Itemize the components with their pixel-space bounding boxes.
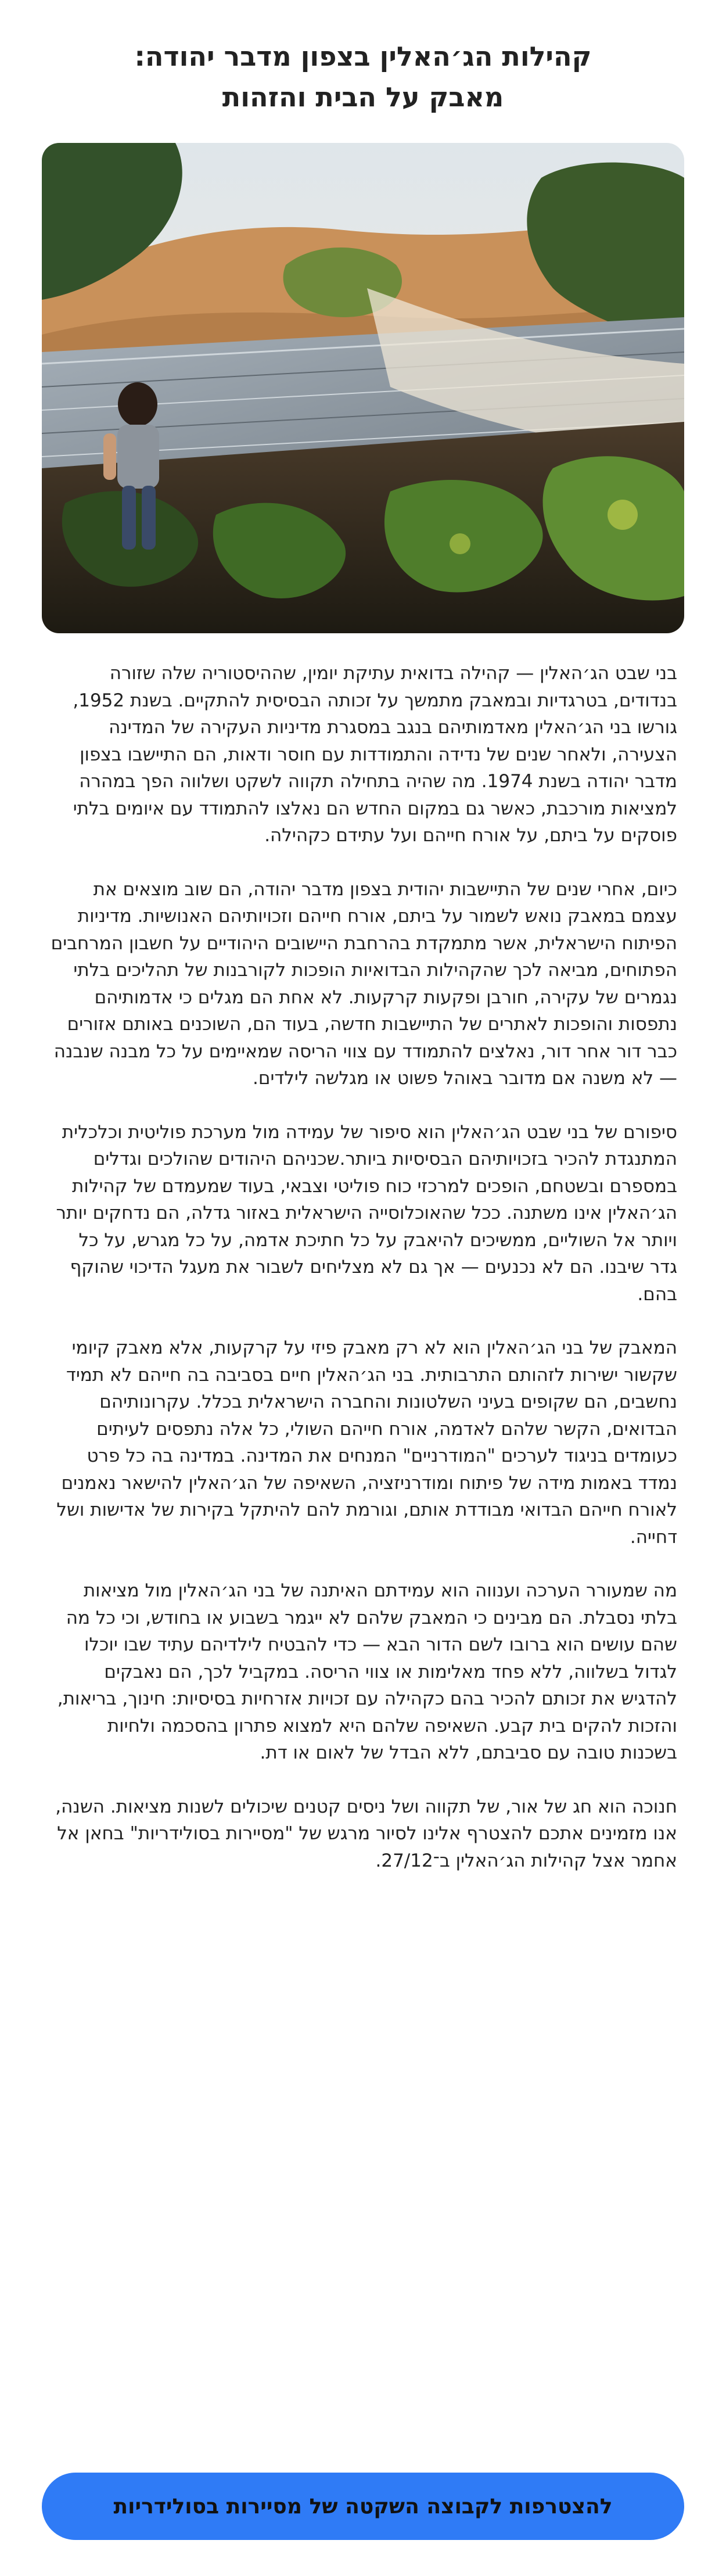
article-paragraph-2: כיום, אחרי שנים של התיישבות יהודית בצפון מדבר יהודה, הם שוב מוצאים את עצמם במאבק נואש לשמור על ביתם, אורח חייהם וזכויותיהם האנושיות. מדיניות הפיתוח הישראלית, אשר מתמקדת בהרחבת היישובים היהודיים על חשבון המרחבים הפתוחים, מביאה לכך שהקהילות הבדואיות הופכות לקורבנות של תהליכים בלתי נגמרים של עקירה, חורבן ופקעות קרקעות. לא אחת הם מגלים כי אדמותיהם נתפסות והופכות לאתרים של התיישבות חדשה, בעוד הם, השוכנים באותם אזורים כבר דור אחר דור, נאלצים להתמודד עם צווי הריסה שמאיימים על כל מבנה שנבנה — לא משנה אם מדובר באוהל פשוט או מגלשה לילדים. bbox=[51, 878, 677, 1089]
article-paragraph-5: מה שמעורר הערכה וענווה הוא עמידתם האיתנה של בני הג׳האלין מול מציאות בלתי נסבלת. הם מבינים כי המאבק שלהם לא ייגמר בשבוע או בחודש, וכי כל מה שהם עושים הוא ברובו לשם הדור הבא — כדי להבטיח לילדיהם עתיד שבו יוכלו לגדול בשלווה, ללא פחד מאלימות או צווי הריסה. במקביל לכך, הם נאבקים להדגיש את זכותם להכיר בהם כקהילה עם זכויות אזרחיות בסיסיות: חינוך, בריאות, והזכות להקים בית קבע. השאיפה שלהם היא למצוא פתרון בהסכמה ולחיות בשכנות טובה עם סביבתם, ללא הבדל של לאום או דת. bbox=[57, 1580, 677, 1763]
article-body bbox=[49, 660, 677, 1901]
article-title-line-1: קהילות הג׳האלין בצפון מדבר יהודה: bbox=[134, 41, 592, 72]
article-title bbox=[35, 36, 691, 117]
article-photo bbox=[42, 143, 684, 633]
article-paragraph-4: המאבק של בני הג׳האלין הוא לא רק מאבק פיזי על קרקעות, אלא מאבק קיומי שקשור ישירות לזהותם התרבותית. בני הג׳האלין חיים בסביבה בה חייהם לא תמיד נחשבים, הם שקופים בעיני השלטונות והחברה הישראלית בכלל. עקרונותיהם הבדואים, הקשר שלהם לאדמה, אורח חייהם השולי, כל אלה נתפסים לעיתים כעומדים בניגוד לערכים "המודרניים" המנחים את המדינה. במדינה בה כל פרט נמדד באמות מידה של פיתוח ומודרניזציה, השאיפה של הג׳האלין להישאר נאמנים לאורח חייהם הבדואי מבודדת אותם, וגורמת להם להיתקל בקירות של אדישות ושל דחייה. bbox=[56, 1337, 677, 1548]
article-paragraph-6: חנוכה הוא חג של אור, של תקווה ושל ניסים קטנים שיכולים לשנות מציאות. השנה, אנו מזמינים אתכם להצטרף אלינו לסיור מרגש של "מסיירות בסולידריות" בחאן אל אחמר אצל קהילות הג׳האלין ב־27/12. bbox=[55, 1796, 677, 1871]
article-paragraph-3: סיפורם של בני שבט הג׳האלין הוא סיפור של עמידה מול מערכת פוליטית וכלכלית המתנגדת להכיר בזכויותיהם הבסיסיות ביותר.שכניהם היהודים שהולכים וגדלים במספרם ובשטחם, הופכים למרכזי כוח פוליטי וצבאי, בעוד שמעמדם של קהילות הג׳האלין אינו משתנה. ככל שהאוכלוסייה הישראלית באזור גדלה, הם נדחקים יותר ויותר אל השוליים, ממשיכים להיאבק על כל חתיכת אדמה, על כל מגרש, על כל גדר שיבנו. הם לא נכנעים — אך גם לא מצליחים לשבור את מעגל הדיכוי שהוקף בהם. bbox=[56, 1121, 677, 1305]
article-title-line-2: מאבק על הבית והזהות bbox=[222, 81, 504, 113]
article-paragraph-1: בני שבט הג׳האלין — קהילה בדואית עתיקת יומין, שההיסטוריה שלה שזורה בנדודים, בטרגדיות ובמאבק מתמשך על זכותה הבסיסית להתקיים. בשנת 1952, גורשו בני הג׳האלין מאדמותיהם בנגב במסגרת מדיניות העקירה של המדינה הצעירה, ולאחר שנים של נדידה והתמודדות עם חוסר ודאות, הם התיישבו בצפון מדבר יהודה בשנת 1974. מה שהיה בתחילה תקווה לשקט ושלווה הפך במהרה למציאות מורכבת, כאשר גם במקום החדש הם נאלצו להתמודד עם איומים בלתי פוסקים על ביתם, על אורח חייהם ועל עתידם כקהילה. bbox=[73, 663, 677, 846]
join-group-button[interactable]: להצטרפות לקבוצה השקטה של מסיירות בסולידריות bbox=[42, 2473, 684, 2540]
